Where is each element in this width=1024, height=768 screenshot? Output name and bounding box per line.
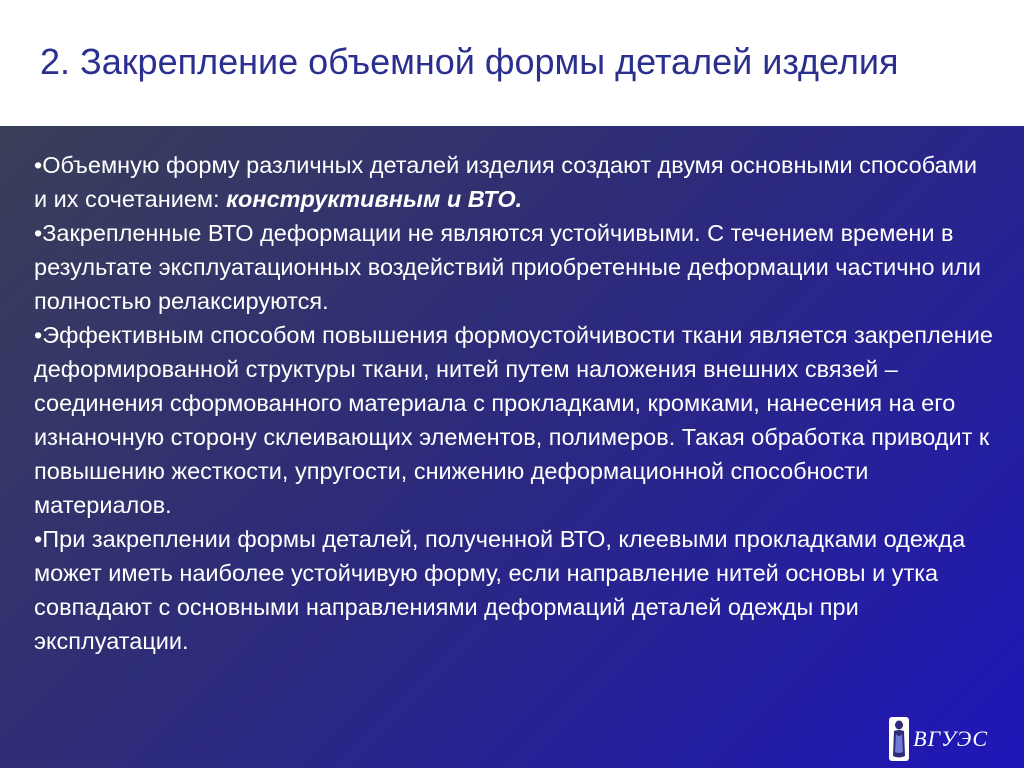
title-bar	[0, 0, 1024, 126]
figure-emblem-icon	[888, 716, 910, 762]
bullet-item-4: •При закреплении формы деталей, полученной ВТО, клеевыми прокладками одежда может иметь наиболее устойчивую форму, если направление нитей основы и утка совпадают с основными направлениями деформаций деталей одежды при эксплуатации.	[34, 526, 966, 654]
university-logo	[888, 716, 988, 762]
logo-text: ВГУЭС	[913, 726, 988, 751]
slide-title: 2. Закрепление объемной формы деталей изделия	[40, 41, 899, 82]
bullet-item-3: •Эффективным способом повышения формоустойчивости ткани является закрепление деформированной структуры ткани, нитей путем наложения внешних связей – соединения сформованного материала с прокладками, кромками, нанесения на его изнаночную сторону склеивающих элементов, полимеров. Такая обработка приводит к повышению жесткости, упругости, снижению деформационной способности материалов.	[34, 322, 993, 518]
bullet-text-1: •Объемную форму различных деталей изделия создают двумя основными способами и их сочетанием:	[34, 152, 978, 212]
bullet-item-1	[34, 148, 994, 216]
bullet-list	[34, 148, 994, 658]
bullet-emphasis-1: конструктивным и ВТО.	[226, 186, 523, 212]
slide-content	[0, 126, 1024, 768]
bullet-item-2: •Закрепленные ВТО деформации не являются устойчивыми. С течением времени в результате эксплуатационных воздействий приобретенные деформации частично или полностью релаксируются.	[34, 220, 982, 314]
